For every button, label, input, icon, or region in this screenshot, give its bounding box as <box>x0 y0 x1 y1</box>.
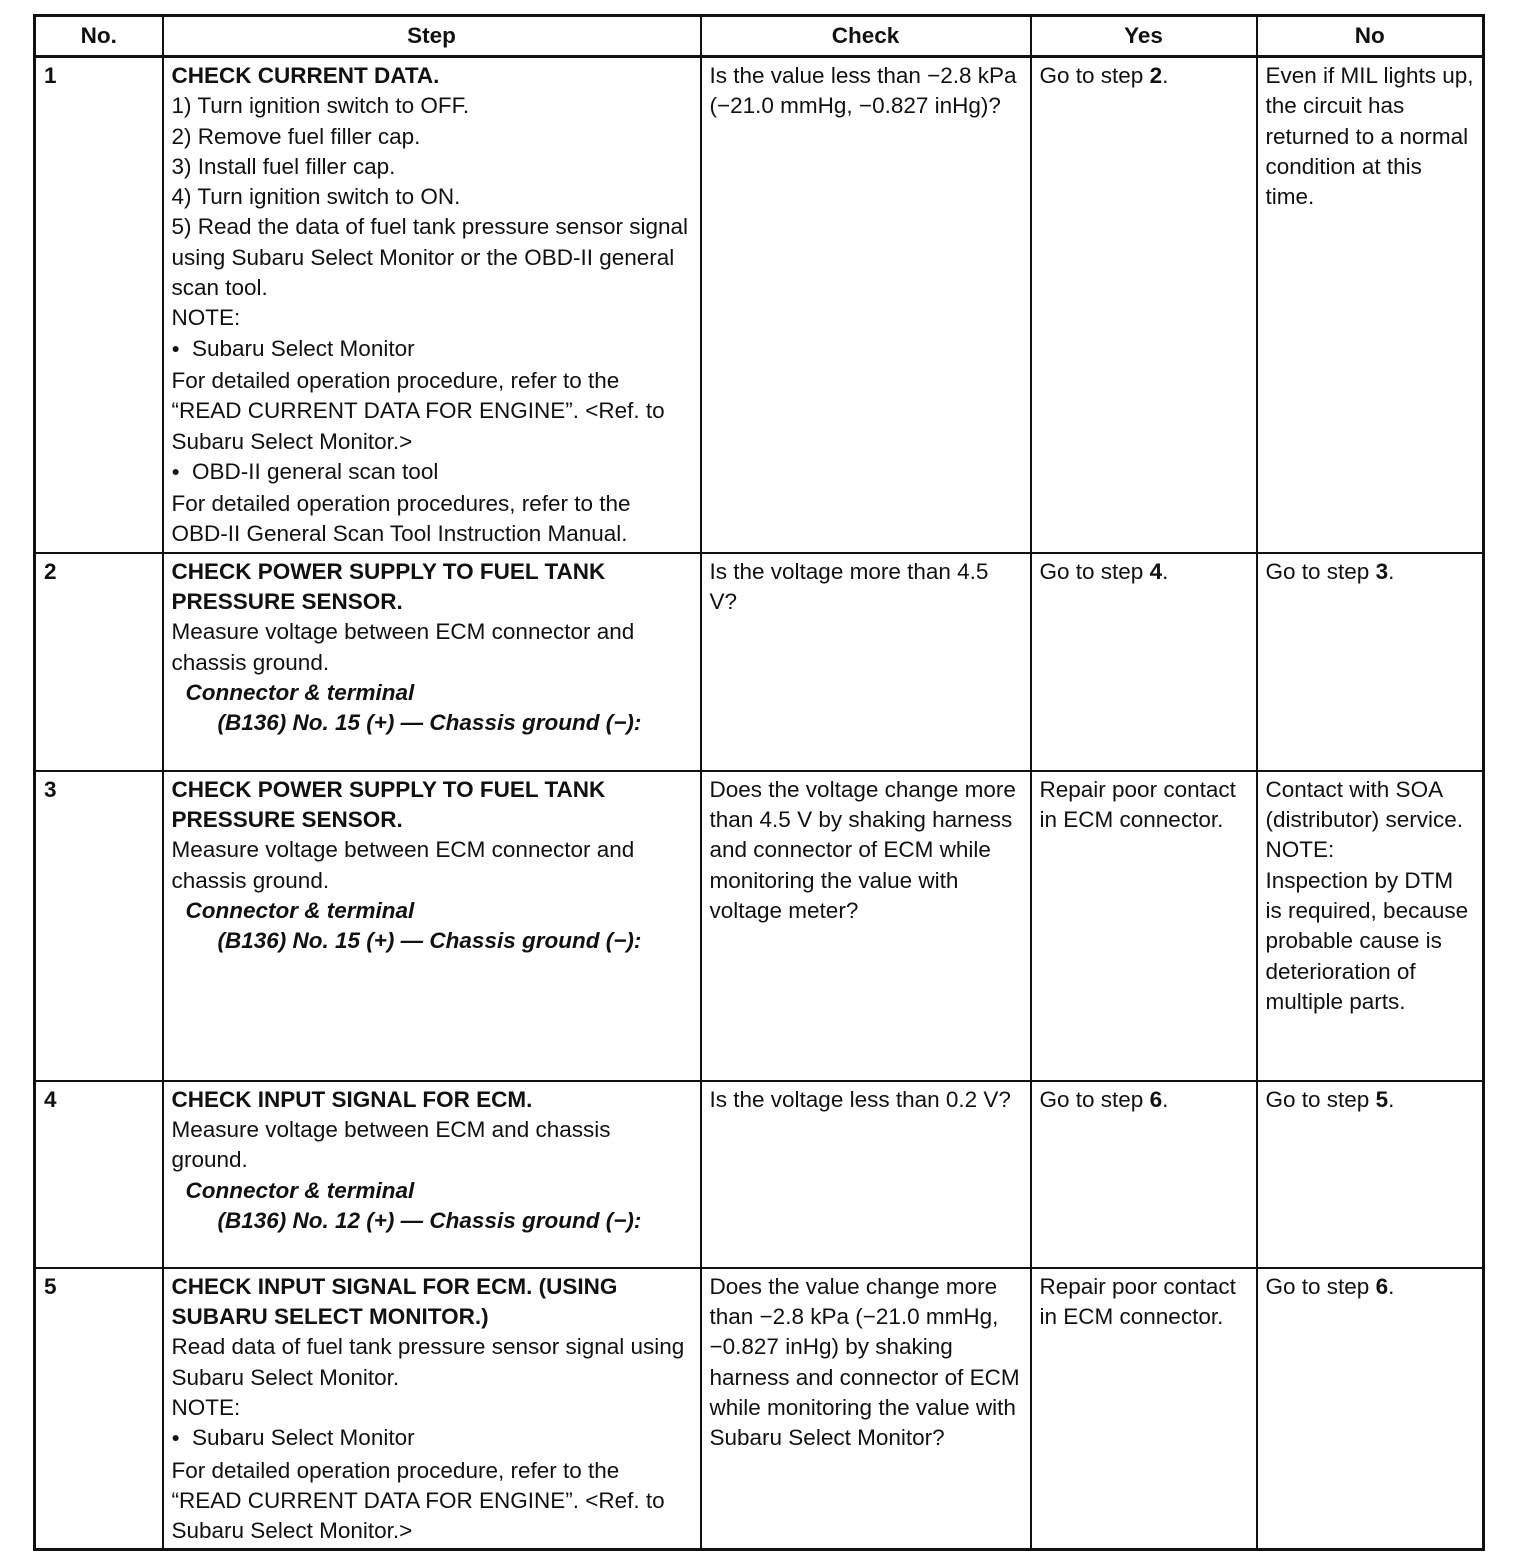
no-prefix: Go to step <box>1265 1086 1376 1112</box>
no-prefix: Go to step <box>1265 1273 1376 1299</box>
yes-suffix: . <box>1162 63 1169 88</box>
no-text: Contact with SOA (distributor) service. <box>1265 776 1464 833</box>
step-line: For detailed operation procedure, refer to the “READ CURRENT DATA FOR ENGINE”. <Ref. to Subaru Select Monitor.> <box>171 1457 665 1544</box>
check-cell: Does the value change more than −2.8 kPa (−21.0 mmHg, −0.827 inHg) by shaking harness and connector of ECM while monitoring the value with Subaru Select Monitor? <box>701 1268 1031 1550</box>
connector-terminal: (B136) No. 15 (+) — Chassis ground (−): <box>217 928 642 954</box>
diagnostic-table <box>33 14 1485 1551</box>
yes-prefix: Go to step <box>1039 558 1150 584</box>
header-no: No. <box>35 16 163 57</box>
step-cell <box>163 1081 701 1268</box>
step-line: Read data of fuel tank pressure sensor signal using Subaru Select Monitor. <box>171 1334 685 1390</box>
step-number: 1 <box>35 57 163 553</box>
step-title: CHECK INPUT SIGNAL FOR ECM. (USING SUBARU SELECT MONITOR.) <box>171 1273 618 1330</box>
header-row <box>35 16 1484 57</box>
yes-cell <box>1031 1081 1257 1268</box>
table-row <box>35 57 1484 553</box>
table-row <box>35 771 1484 1081</box>
no-cell: Even if MIL lights up, the circuit has returned to a normal condition at this time. <box>1257 57 1484 553</box>
note-label: NOTE: <box>171 305 241 331</box>
yes-step-number: 4 <box>1149 558 1163 584</box>
step-cell <box>163 553 701 771</box>
note-label: NOTE: <box>171 1394 241 1420</box>
no-cell <box>1257 771 1484 1081</box>
step-cell <box>163 57 701 553</box>
yes-step-number: 6 <box>1149 1086 1163 1112</box>
bullet-item: ● Subaru Select Monitor <box>172 334 692 366</box>
step-line: 5) Read the data of fuel tank pressure sensor signal using Subaru Select Monitor or the OBD-II general scan tool. <box>171 214 689 301</box>
header-yes: Yes <box>1031 16 1257 57</box>
no-suffix: . <box>1388 558 1395 584</box>
step-number: 3 <box>35 771 163 1081</box>
check-cell: Is the voltage less than 0.2 V? <box>701 1081 1031 1268</box>
yes-cell <box>1031 57 1257 553</box>
step-number: 2 <box>35 553 163 771</box>
step-line: 1) Turn ignition switch to OFF. <box>171 93 470 119</box>
yes-cell <box>1031 553 1257 771</box>
step-line: Measure voltage between ECM and chassis ground. <box>171 1117 611 1173</box>
header-check: Check <box>701 16 1031 57</box>
connector-terminal: (B136) No. 12 (+) — Chassis ground (−): <box>217 1207 642 1233</box>
step-number: 5 <box>35 1268 163 1550</box>
no-step-number: 6 <box>1375 1273 1389 1299</box>
step-line: Measure voltage between ECM connector and chassis ground. <box>171 837 635 893</box>
table-row <box>35 553 1484 771</box>
check-cell: Does the voltage change more than 4.5 V by shaking harness and connector of ECM while monitoring the value with voltage meter? <box>701 771 1031 1081</box>
header-step: Step <box>163 16 701 57</box>
step-title: CHECK POWER SUPPLY TO FUEL TANK PRESSURE SENSOR. <box>171 558 606 615</box>
note-text: Inspection by DTM is required, because probable cause is deterioration of multiple parts. <box>1265 867 1469 1014</box>
no-step-number: 3 <box>1375 558 1389 584</box>
no-suffix: . <box>1388 1086 1395 1112</box>
connector-label: Connector & terminal <box>185 679 415 705</box>
connector-label: Connector & terminal <box>185 897 415 923</box>
no-cell <box>1257 1081 1484 1268</box>
step-number: 4 <box>35 1081 163 1268</box>
yes-suffix: . <box>1162 558 1169 584</box>
header-no-result: No <box>1257 16 1484 57</box>
step-cell <box>163 1268 701 1550</box>
step-line: For detailed operation procedures, refer to the OBD-II General Scan Tool Instruction Manual. <box>171 491 631 547</box>
step-title: CHECK CURRENT DATA. <box>171 63 440 88</box>
no-cell <box>1257 1268 1484 1550</box>
yes-suffix: . <box>1162 1086 1169 1112</box>
yes-prefix: Go to step <box>1039 1086 1150 1112</box>
note-label: NOTE: <box>1265 837 1335 863</box>
step-line: 4) Turn ignition switch to ON. <box>171 184 461 210</box>
step-title: CHECK POWER SUPPLY TO FUEL TANK PRESSURE SENSOR. <box>171 776 606 833</box>
bullet-item: ● Subaru Select Monitor <box>172 1423 692 1455</box>
yes-prefix: Go to step <box>1039 63 1150 88</box>
step-line: For detailed operation procedure, refer to the “READ CURRENT DATA FOR ENGINE”. <Ref. to Subaru Select Monitor.> <box>171 367 665 454</box>
check-cell: Is the voltage more than 4.5 V? <box>701 553 1031 771</box>
no-prefix: Go to step <box>1265 558 1376 584</box>
no-step-number: 5 <box>1375 1086 1389 1112</box>
step-line: 3) Install fuel filler cap. <box>171 153 396 179</box>
step-cell <box>163 771 701 1081</box>
yes-step-number: 2 <box>1149 63 1163 88</box>
step-line: Measure voltage between ECM connector and chassis ground. <box>171 619 635 675</box>
connector-label: Connector & terminal <box>185 1177 415 1203</box>
step-title: CHECK INPUT SIGNAL FOR ECM. <box>171 1086 533 1112</box>
table-row <box>35 1081 1484 1268</box>
step-line: 2) Remove fuel filler cap. <box>171 123 421 149</box>
yes-cell: Repair poor contact in ECM connector. <box>1031 771 1257 1081</box>
yes-cell: Repair poor contact in ECM connector. <box>1031 1268 1257 1550</box>
connector-terminal: (B136) No. 15 (+) — Chassis ground (−): <box>217 710 642 736</box>
no-cell <box>1257 553 1484 771</box>
bullet-item: ● OBD-II general scan tool <box>172 457 692 489</box>
table-row <box>35 1268 1484 1550</box>
check-cell: Is the value less than −2.8 kPa (−21.0 mmHg, −0.827 inHg)? <box>701 57 1031 553</box>
no-suffix: . <box>1388 1273 1395 1299</box>
